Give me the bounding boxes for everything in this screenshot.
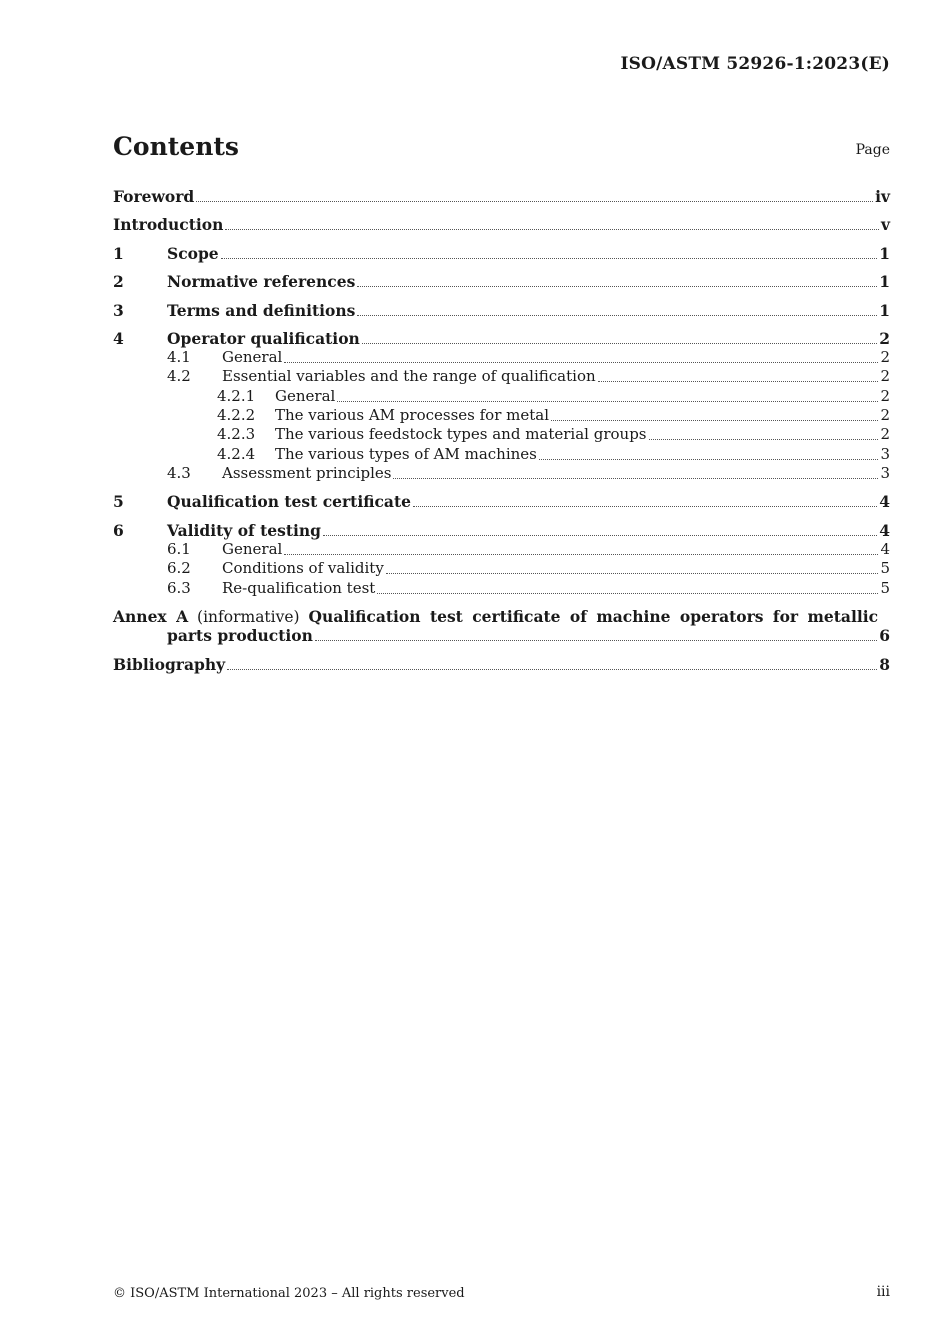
toc-entry-title: Operator qualification bbox=[167, 329, 360, 348]
toc-entry-number: 6.1 bbox=[167, 540, 191, 558]
dot-leader bbox=[337, 400, 878, 402]
toc-entry-title: Qualification test certificate bbox=[167, 492, 411, 511]
toc-page-number: 1 bbox=[879, 272, 890, 291]
toc-entry-number: 6.2 bbox=[167, 559, 191, 577]
toc-entry[interactable] bbox=[113, 187, 890, 206]
toc-entry-bibliography[interactable] bbox=[113, 655, 890, 674]
toc-entry[interactable] bbox=[113, 244, 890, 263]
toc-entry[interactable] bbox=[113, 406, 890, 425]
toc-entry[interactable] bbox=[113, 579, 890, 598]
dot-leader bbox=[393, 477, 878, 479]
annex-label: Annex A bbox=[113, 607, 189, 626]
toc-entry-number: 4 bbox=[113, 329, 124, 348]
toc-page-number: 4 bbox=[879, 492, 890, 511]
toc-page-number: 2 bbox=[880, 387, 890, 405]
toc-entry[interactable] bbox=[113, 521, 890, 540]
dot-leader bbox=[386, 572, 879, 574]
toc-entry-title: Re-qualification test bbox=[222, 579, 376, 597]
dot-leader bbox=[413, 505, 877, 507]
toc-page-number: 4 bbox=[879, 521, 890, 540]
toc-entry-number: 3 bbox=[113, 301, 124, 320]
page-number: iii bbox=[876, 1284, 890, 1300]
toc-entry-title: General bbox=[222, 540, 283, 558]
dot-leader bbox=[377, 592, 878, 594]
dot-leader bbox=[357, 314, 877, 316]
toc-entry-title: The various AM processes for metal bbox=[275, 406, 550, 424]
dot-leader bbox=[649, 438, 879, 440]
toc-entry-title: Introduction bbox=[113, 215, 224, 234]
toc-entry-title: General bbox=[222, 348, 283, 366]
toc-entry-title: Foreword bbox=[113, 187, 195, 206]
annex-kind: (informative) bbox=[197, 608, 300, 626]
dot-leader bbox=[284, 361, 878, 363]
toc-entry[interactable] bbox=[113, 272, 890, 291]
toc-entry-title: The various types of AM machines bbox=[275, 445, 537, 463]
toc-entry-number: 5 bbox=[113, 492, 124, 511]
toc-page-number: 1 bbox=[879, 244, 890, 263]
toc-entry-title: Essential variables and the range of qualification bbox=[222, 367, 596, 385]
document-identifier: ISO/ASTM 52926-1:2023(E) bbox=[620, 54, 890, 74]
toc-entry-number: 4.1 bbox=[167, 348, 191, 366]
toc-page-number: 3 bbox=[880, 445, 890, 463]
dot-leader bbox=[196, 200, 873, 202]
toc-entry-title: Assessment principles bbox=[222, 464, 392, 482]
toc-entry[interactable] bbox=[113, 367, 890, 386]
toc-entry-title: Conditions of validity bbox=[222, 559, 384, 577]
toc-page-number: 2 bbox=[880, 425, 890, 443]
dot-leader bbox=[323, 534, 877, 536]
dot-leader bbox=[539, 458, 879, 460]
toc-entry-number: 4.2.1 bbox=[217, 387, 256, 405]
toc-entry-number: 4.2.4 bbox=[217, 445, 256, 463]
toc-entry[interactable] bbox=[113, 329, 890, 348]
toc-entry-number: 4.2.2 bbox=[217, 406, 256, 424]
annex-title-line1: Qualification test certificate of machine operators for metallic bbox=[308, 607, 879, 626]
toc-entry-number: 2 bbox=[113, 272, 124, 291]
dot-leader bbox=[551, 419, 878, 421]
toc-entry-number: 6 bbox=[113, 521, 124, 540]
dot-leader bbox=[221, 257, 878, 259]
toc-entry[interactable] bbox=[113, 215, 890, 234]
toc-entry-number: 4.2 bbox=[167, 367, 191, 385]
toc-page-number: 6 bbox=[879, 626, 890, 645]
toc-entry[interactable] bbox=[113, 348, 890, 367]
dot-leader bbox=[598, 380, 879, 382]
toc-page-number: 1 bbox=[879, 301, 890, 320]
toc-page-number: v bbox=[880, 215, 890, 234]
toc-page-number: 5 bbox=[880, 559, 890, 577]
dot-leader bbox=[315, 639, 877, 641]
dot-leader bbox=[284, 553, 878, 555]
toc-page-number: 2 bbox=[880, 348, 890, 366]
toc-entry[interactable] bbox=[113, 445, 890, 464]
toc-page-number: 5 bbox=[880, 579, 890, 597]
toc-entry-title: Scope bbox=[167, 244, 219, 263]
toc-page-number: 3 bbox=[880, 464, 890, 482]
copyright-notice: © ISO/ASTM International 2023 – All rights reserved bbox=[113, 1286, 465, 1301]
contents-heading: Contents bbox=[113, 132, 240, 161]
toc-entry-number: 4.3 bbox=[167, 464, 191, 482]
toc-entry[interactable] bbox=[113, 387, 890, 406]
toc-entry-title: The various feedstock types and material groups bbox=[275, 425, 647, 443]
page-column-label: Page bbox=[855, 142, 890, 158]
dot-leader bbox=[362, 342, 877, 344]
toc-entry[interactable] bbox=[113, 540, 890, 559]
toc-entry-number: 4.2.3 bbox=[217, 425, 256, 443]
toc-entry-title: Normative references bbox=[167, 272, 356, 291]
toc-page-number: 2 bbox=[879, 329, 890, 348]
toc-page-number: iv bbox=[875, 187, 890, 206]
dot-leader bbox=[357, 285, 877, 287]
toc-page-number: 8 bbox=[879, 655, 890, 674]
toc-entry-title: Bibliography bbox=[113, 655, 226, 674]
toc-entry[interactable] bbox=[113, 301, 890, 320]
toc-page-number: 2 bbox=[880, 406, 890, 424]
toc-entry[interactable] bbox=[113, 464, 890, 483]
toc-entry-number: 6.3 bbox=[167, 579, 191, 597]
toc-page-number: 2 bbox=[880, 367, 890, 385]
toc-entry-title: Validity of testing bbox=[167, 521, 322, 540]
toc-entry[interactable] bbox=[113, 559, 890, 578]
toc-entry[interactable] bbox=[113, 425, 890, 444]
toc-page-number: 4 bbox=[880, 540, 890, 558]
toc-entry-number: 1 bbox=[113, 244, 124, 263]
toc-entry[interactable] bbox=[113, 492, 890, 511]
toc-entry-title: Terms and definitions bbox=[167, 301, 356, 320]
toc-entry-title: General bbox=[275, 387, 336, 405]
dot-leader bbox=[225, 228, 879, 230]
dot-leader bbox=[227, 668, 877, 670]
annex-title-line2: parts production bbox=[167, 626, 313, 645]
